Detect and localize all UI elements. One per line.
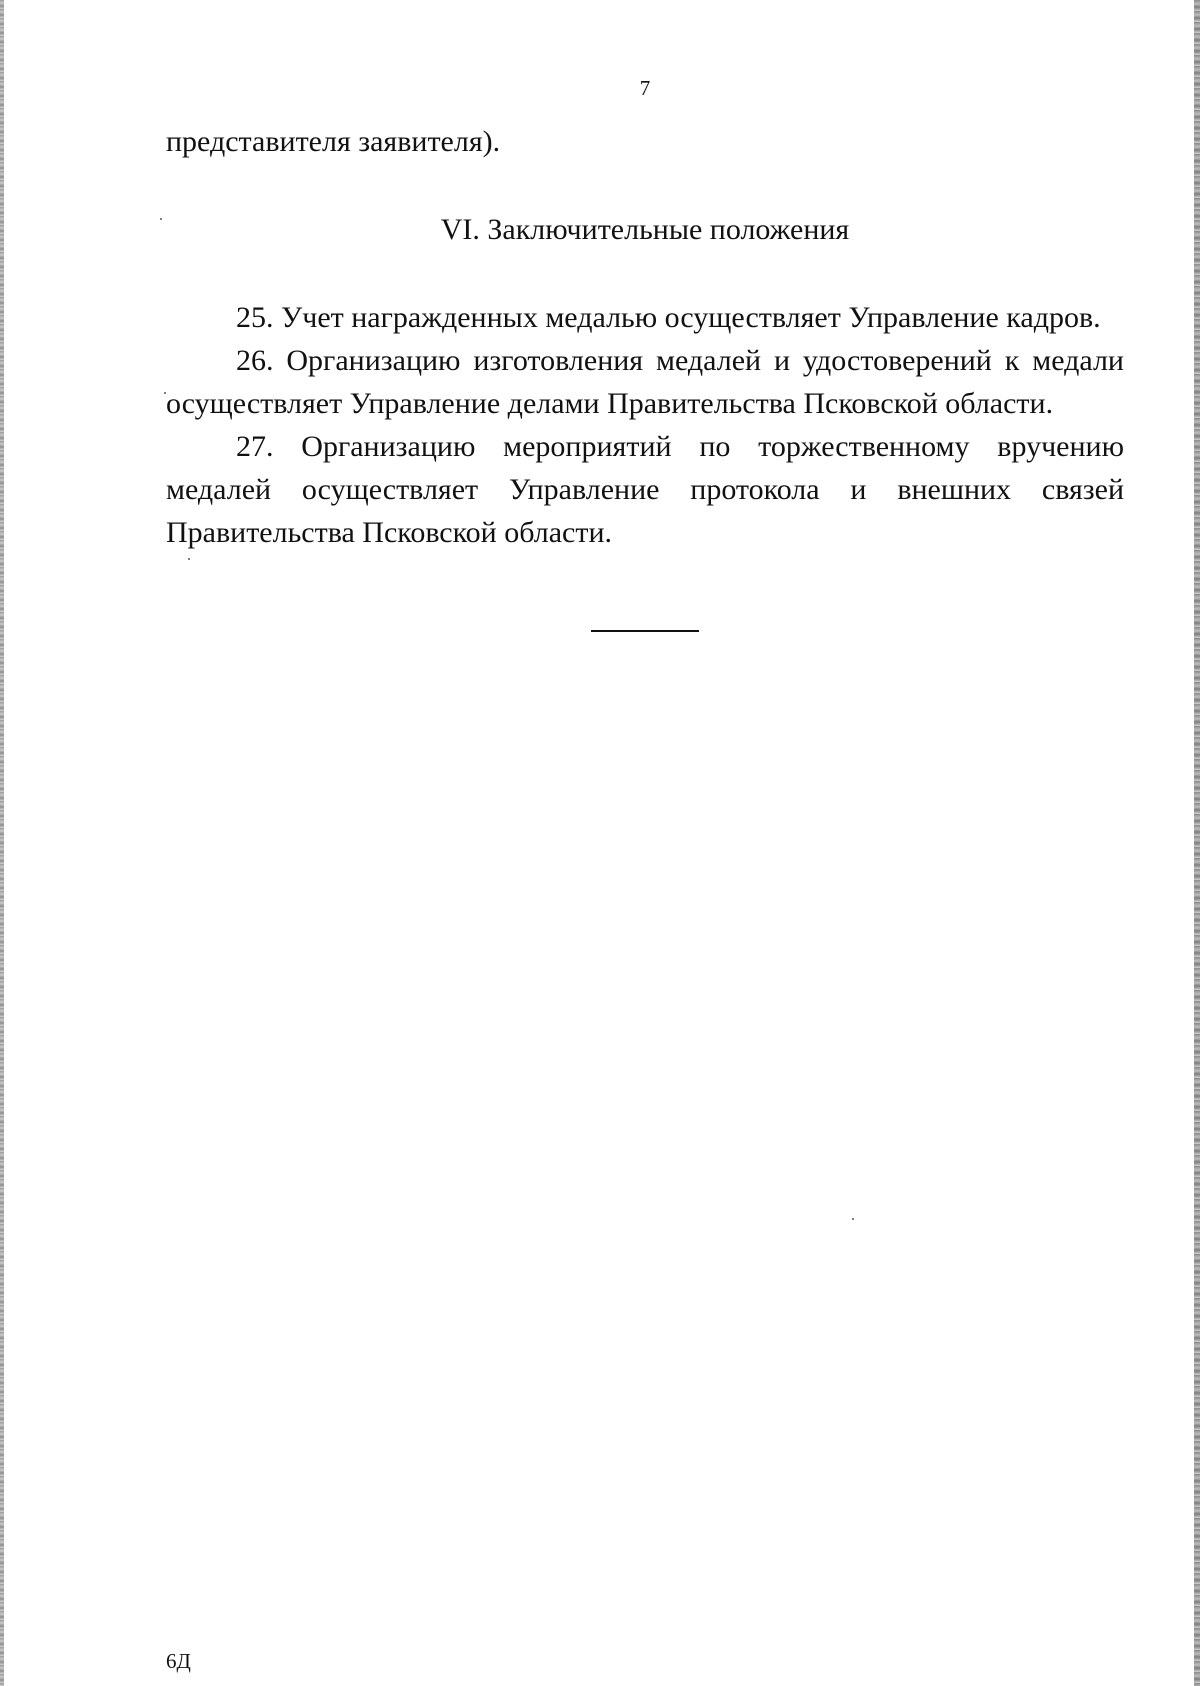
- item-27: [166, 425, 1124, 554]
- scan-speck: [852, 1218, 854, 1220]
- scan-edge-left: [0, 0, 4, 1686]
- item-26: [166, 339, 1124, 425]
- item-26-line-1: 26. Организацию изготовления медалей и удостоверений к медали: [236, 344, 1124, 377]
- item-26-line-2: осуществляет Управление делами Правительства Псковской области.: [166, 387, 1054, 420]
- footer-code: 6Д: [166, 1649, 191, 1673]
- provisions-list: [166, 296, 1124, 554]
- scan-speck: [188, 558, 190, 560]
- item-25-line-1: 25. Учет награжденных медалью осуществляет Управление кадров.: [236, 301, 1101, 334]
- scan-speck: [164, 392, 166, 394]
- section-heading: VI. Заключительные положения: [440, 213, 850, 246]
- scan-edge-right: [1194, 0, 1200, 1686]
- item-27-line-1: 27. Организацию мероприятий по торжественному вручению: [236, 430, 1124, 463]
- page-number: 7: [639, 76, 651, 100]
- end-of-text-rule: [591, 630, 699, 632]
- item-25: [166, 296, 1124, 339]
- scan-speck: [160, 218, 162, 220]
- item-27-line-3: Правительства Псковской области.: [166, 516, 613, 549]
- item-27-line-2: медалей осуществляет Управление протокола и внешних связей: [166, 473, 1124, 506]
- continuation-paragraph: [166, 120, 1124, 163]
- continuation-line: представителя заявителя).: [166, 125, 501, 158]
